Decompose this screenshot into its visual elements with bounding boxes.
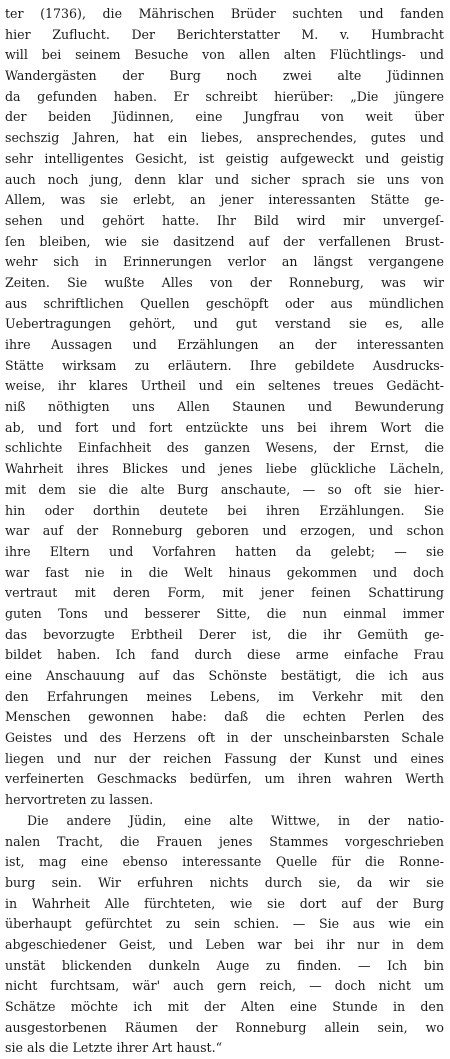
text-line: wehr sich in Erinnerungen verlor an längst vergangene bbox=[5, 254, 444, 270]
text-line: ſen bleiben, wie sie dasitzend auf der verfallenen Brust- bbox=[5, 233, 444, 249]
text-line: Wandergästen der Burg noch zwei alte Jüdinnen bbox=[5, 68, 444, 84]
text-line: sechszig Jahren, hat ein liebes, ansprechendes, gutes und bbox=[5, 130, 444, 146]
text-line: ihre Aussagen und Erzählungen an der interessanten bbox=[5, 337, 444, 352]
document-page bbox=[5, 4, 444, 1059]
text-line: guten Tons und besserer Sitte, die nun einmal immer bbox=[5, 605, 444, 621]
text-line: den Erfahrungen meines Lebens, im Verkehr mit den bbox=[5, 688, 444, 704]
text-line: Die andere Jüdin, eine alte Wittwe, in der natio- bbox=[27, 812, 444, 828]
text-line: mit dem sie die alte Burg anschaute, — so oft sie hier- bbox=[5, 481, 444, 497]
text-line: hervortreten zu lassen. bbox=[5, 792, 154, 808]
text-line: unstät blickenden dunkeln Auge zu finden. — Ich bin bbox=[5, 957, 444, 973]
text-line: war fast nie in die Welt hinaus gekommen und doch bbox=[5, 564, 444, 580]
text-line: bildet haben. Ich fand durch diese arme einfache Frau bbox=[5, 647, 444, 663]
text-line: war auf der Ronneburg geboren und erzogen, und schon bbox=[5, 523, 444, 539]
text-line: Wahrheit ihres Blickes und jenes liebe glückliche Lächeln, bbox=[5, 461, 444, 477]
text-line: burg sein. Wir erfuhren nichts durch sie, da wir sie bbox=[5, 874, 444, 890]
text-line: sehen und gehört hatte. Ihr Bild wird mir unvergeſ- bbox=[5, 212, 444, 228]
paragraph-1 bbox=[5, 4, 444, 811]
text-line: Stätte wirksam zu erläutern. Ihre gebildete Ausdrucks- bbox=[5, 357, 444, 373]
text-line: da gefunden haben. Er schreibt hierüber: „Die jüngere bbox=[5, 88, 444, 104]
text-line: Geistes und des Herzens oft in der unscheinbarsten Schale bbox=[5, 730, 444, 746]
text-line: nalen Tracht, die Frauen jenes Stammes vorgeschrieben bbox=[5, 833, 444, 849]
text-line: hin oder dorthin deutete bei ihren Erzählungen. Sie bbox=[5, 502, 444, 518]
text-line: vertraut mit deren Form, mit jener feinen Schattirung bbox=[5, 585, 444, 601]
text-line: sie als die Letzte ihrer Art haust.“ bbox=[5, 1040, 223, 1056]
paragraph-2 bbox=[5, 811, 444, 1059]
text-line: ihre Eltern und Vorfahren hatten da gelebt; — sie bbox=[5, 543, 444, 559]
text-line: sehr intelligentes Gesicht, ist geistig aufgeweckt und geistig bbox=[5, 150, 444, 166]
text-line: der beiden Jüdinnen, eine Jungfrau von weit über bbox=[5, 109, 444, 125]
text-line: Uebertragungen gehört, und gut verstand sie es, alle bbox=[5, 316, 444, 332]
text-line: auch noch jung, denn klar und sicher sprach sie uns von bbox=[5, 171, 444, 187]
text-line: abgeschiedener Geist, und Leben war bei ihr nur in dem bbox=[5, 936, 444, 952]
text-line: schlichte Einfachheit des ganzen Wesens, der Ernst, die bbox=[5, 440, 444, 456]
text-line: ist, mag eine ebenso interessante Quelle für die Ronne- bbox=[5, 854, 444, 870]
text-line: Menschen gewonnen habe: daß die echten Perlen des bbox=[5, 709, 444, 725]
text-line: überhaupt gefürchtet zu sein schien. — Sie aus wie ein bbox=[5, 916, 444, 932]
text-line: liegen und nur der reichen Fassung der Kunst und eines bbox=[5, 750, 444, 766]
text-line: hier Zuflucht. Der Berichterstatter M. v. Humbracht bbox=[5, 26, 444, 42]
text-line: weise, ihr klares Urtheil und ein seltenes treues Gedächt- bbox=[5, 378, 444, 394]
text-line: Allem, was sie erlebt, an jener interessanten Stätte ge- bbox=[5, 192, 444, 208]
text-line: in Wahrheit Alle fürchteten, wie sie dort auf der Burg bbox=[5, 895, 444, 911]
text-line: ab, und fort und fort entzückte uns bei ihrem Wort die bbox=[5, 419, 444, 435]
text-line: Zeiten. Sie wußte Alles von der Ronneburg, was wir bbox=[5, 274, 444, 290]
text-line: ausgestorbenen Räumen der Ronneburg allein sein, wo bbox=[5, 1019, 444, 1035]
text-line: will bei seinem Besuche von allen alten Flüchtlings- und bbox=[5, 47, 444, 63]
text-line: ter (1736), die Mährischen Brüder suchten und fanden bbox=[5, 6, 444, 21]
text-line: eine Anschauung auf das Schönste bestätigt, die ich aus bbox=[5, 668, 444, 683]
text-line: aus schriftlichen Quellen geschöpft oder aus mündlichen bbox=[5, 295, 444, 311]
text-line: niß nöthigten uns Allen Staunen und Bewunderung bbox=[5, 399, 444, 415]
text-line: verfeinerten Geschmacks bedürfen, um ihren wahren Werth bbox=[5, 771, 444, 787]
text-line: Schätze möchte ich mit der Alten eine Stunde in den bbox=[5, 999, 444, 1014]
text-line: nicht furchtsam, wär' auch gern reich, — doch nicht um bbox=[5, 978, 444, 994]
text-line: das bevorzugte Erbtheil Derer ist, die ihr Gemüth ge- bbox=[5, 626, 444, 642]
